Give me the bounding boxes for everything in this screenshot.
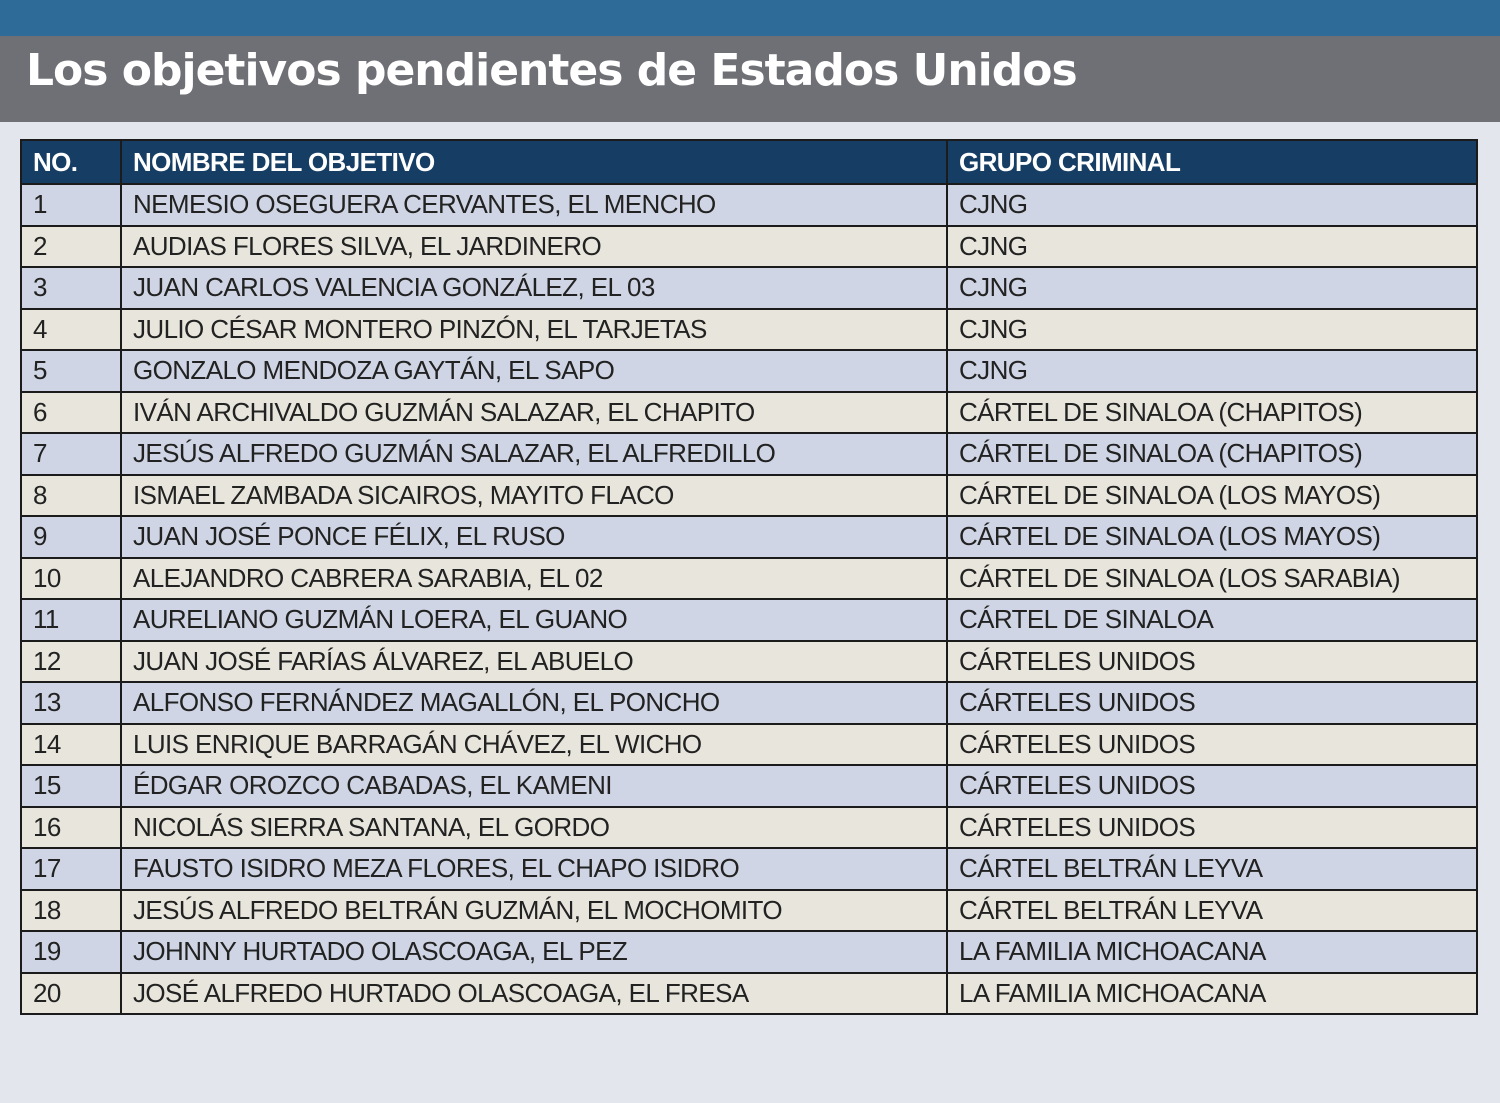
table-header bbox=[21, 140, 1477, 184]
table-row bbox=[21, 309, 1477, 351]
criminal-group-cell: CÁRTELES UNIDOS bbox=[947, 641, 1477, 683]
target-name-cell: JESÚS ALFREDO GUZMÁN SALAZAR, EL ALFREDILLO bbox=[121, 433, 947, 475]
table-row bbox=[21, 392, 1477, 434]
row-number-cell: 10 bbox=[21, 558, 121, 600]
row-number-cell: 2 bbox=[21, 226, 121, 268]
table-row bbox=[21, 765, 1477, 807]
criminal-group-cell: CÁRTEL DE SINALOA (LOS SARABIA) bbox=[947, 558, 1477, 600]
criminal-group-cell: LA FAMILIA MICHOACANA bbox=[947, 973, 1477, 1015]
criminal-group-cell: CÁRTELES UNIDOS bbox=[947, 807, 1477, 849]
row-number-cell: 19 bbox=[21, 931, 121, 973]
target-name-cell: NEMESIO OSEGUERA CERVANTES, EL MENCHO bbox=[121, 184, 947, 226]
row-number-cell: 8 bbox=[21, 475, 121, 517]
target-name-cell: AUDIAS FLORES SILVA, EL JARDINERO bbox=[121, 226, 947, 268]
target-name-cell: GONZALO MENDOZA GAYTÁN, EL SAPO bbox=[121, 350, 947, 392]
target-name-cell: JUAN JOSÉ PONCE FÉLIX, EL RUSO bbox=[121, 516, 947, 558]
row-number-cell: 6 bbox=[21, 392, 121, 434]
table-row bbox=[21, 931, 1477, 973]
target-name-cell: FAUSTO ISIDRO MEZA FLORES, EL CHAPO ISIDRO bbox=[121, 848, 947, 890]
criminal-group-cell: CÁRTEL DE SINALOA (LOS MAYOS) bbox=[947, 475, 1477, 517]
table-row bbox=[21, 226, 1477, 268]
target-name-cell: ALFONSO FERNÁNDEZ MAGALLÓN, EL PONCHO bbox=[121, 682, 947, 724]
target-name-cell: JULIO CÉSAR MONTERO PINZÓN, EL TARJETAS bbox=[121, 309, 947, 351]
column-header-criminal-group: GRUPO CRIMINAL bbox=[947, 140, 1477, 184]
criminal-group-cell: CJNG bbox=[947, 309, 1477, 351]
table-row bbox=[21, 433, 1477, 475]
row-number-cell: 18 bbox=[21, 890, 121, 932]
target-name-cell: IVÁN ARCHIVALDO GUZMÁN SALAZAR, EL CHAPITO bbox=[121, 392, 947, 434]
table-row bbox=[21, 350, 1477, 392]
row-number-cell: 1 bbox=[21, 184, 121, 226]
row-number-cell: 15 bbox=[21, 765, 121, 807]
target-name-cell: JUAN JOSÉ FARÍAS ÁLVAREZ, EL ABUELO bbox=[121, 641, 947, 683]
table-row bbox=[21, 558, 1477, 600]
criminal-group-cell: CÁRTEL DE SINALOA (CHAPITOS) bbox=[947, 433, 1477, 475]
table-row bbox=[21, 641, 1477, 683]
target-name-cell: JOSÉ ALFREDO HURTADO OLASCOAGA, EL FRESA bbox=[121, 973, 947, 1015]
row-number-cell: 4 bbox=[21, 309, 121, 351]
table-row bbox=[21, 267, 1477, 309]
table-row bbox=[21, 724, 1477, 766]
row-number-cell: 11 bbox=[21, 599, 121, 641]
criminal-group-cell: CÁRTEL BELTRÁN LEYVA bbox=[947, 848, 1477, 890]
target-name-cell: LUIS ENRIQUE BARRAGÁN CHÁVEZ, EL WICHO bbox=[121, 724, 947, 766]
criminal-group-cell: CJNG bbox=[947, 350, 1477, 392]
table-row bbox=[21, 475, 1477, 517]
target-name-cell: JUAN CARLOS VALENCIA GONZÁLEZ, EL 03 bbox=[121, 267, 947, 309]
table-body bbox=[21, 184, 1477, 1014]
table-row bbox=[21, 682, 1477, 724]
target-name-cell: ALEJANDRO CABRERA SARABIA, EL 02 bbox=[121, 558, 947, 600]
target-name-cell: AURELIANO GUZMÁN LOERA, EL GUANO bbox=[121, 599, 947, 641]
target-name-cell: ÉDGAR OROZCO CABADAS, EL KAMENI bbox=[121, 765, 947, 807]
row-number-cell: 20 bbox=[21, 973, 121, 1015]
row-number-cell: 16 bbox=[21, 807, 121, 849]
criminal-group-cell: CÁRTELES UNIDOS bbox=[947, 724, 1477, 766]
table-row bbox=[21, 599, 1477, 641]
criminal-group-cell: CÁRTELES UNIDOS bbox=[947, 682, 1477, 724]
table-row bbox=[21, 184, 1477, 226]
target-name-cell: JOHNNY HURTADO OLASCOAGA, EL PEZ bbox=[121, 931, 947, 973]
row-number-cell: 12 bbox=[21, 641, 121, 683]
column-header-number: NO. bbox=[21, 140, 121, 184]
target-name-cell: ISMAEL ZAMBADA SICAIROS, MAYITO FLACO bbox=[121, 475, 947, 517]
criminal-group-cell: CJNG bbox=[947, 226, 1477, 268]
row-number-cell: 17 bbox=[21, 848, 121, 890]
row-number-cell: 3 bbox=[21, 267, 121, 309]
table-row bbox=[21, 890, 1477, 932]
row-number-cell: 14 bbox=[21, 724, 121, 766]
page-title: Los objetivos pendientes de Estados Unidos bbox=[26, 45, 1077, 96]
criminal-group-cell: CJNG bbox=[947, 267, 1477, 309]
criminal-group-cell: CÁRTEL DE SINALOA (LOS MAYOS) bbox=[947, 516, 1477, 558]
header-row bbox=[21, 140, 1477, 184]
target-name-cell: NICOLÁS SIERRA SANTANA, EL GORDO bbox=[121, 807, 947, 849]
criminal-group-cell: CÁRTEL DE SINALOA (CHAPITOS) bbox=[947, 392, 1477, 434]
criminal-group-cell: CÁRTEL BELTRÁN LEYVA bbox=[947, 890, 1477, 932]
criminal-group-cell: LA FAMILIA MICHOACANA bbox=[947, 931, 1477, 973]
criminal-group-cell: CÁRTELES UNIDOS bbox=[947, 765, 1477, 807]
row-number-cell: 13 bbox=[21, 682, 121, 724]
table-row bbox=[21, 973, 1477, 1015]
table-row bbox=[21, 516, 1477, 558]
target-name-cell: JESÚS ALFREDO BELTRÁN GUZMÁN, EL MOCHOMITO bbox=[121, 890, 947, 932]
row-number-cell: 9 bbox=[21, 516, 121, 558]
column-header-target-name: NOMBRE DEL OBJETIVO bbox=[121, 140, 947, 184]
row-number-cell: 5 bbox=[21, 350, 121, 392]
row-number-cell: 7 bbox=[21, 433, 121, 475]
table-row bbox=[21, 807, 1477, 849]
criminal-group-cell: CJNG bbox=[947, 184, 1477, 226]
criminal-group-cell: CÁRTEL DE SINALOA bbox=[947, 599, 1477, 641]
targets-table bbox=[20, 139, 1478, 1015]
table-row bbox=[21, 848, 1477, 890]
top-accent-strip bbox=[0, 0, 1500, 36]
